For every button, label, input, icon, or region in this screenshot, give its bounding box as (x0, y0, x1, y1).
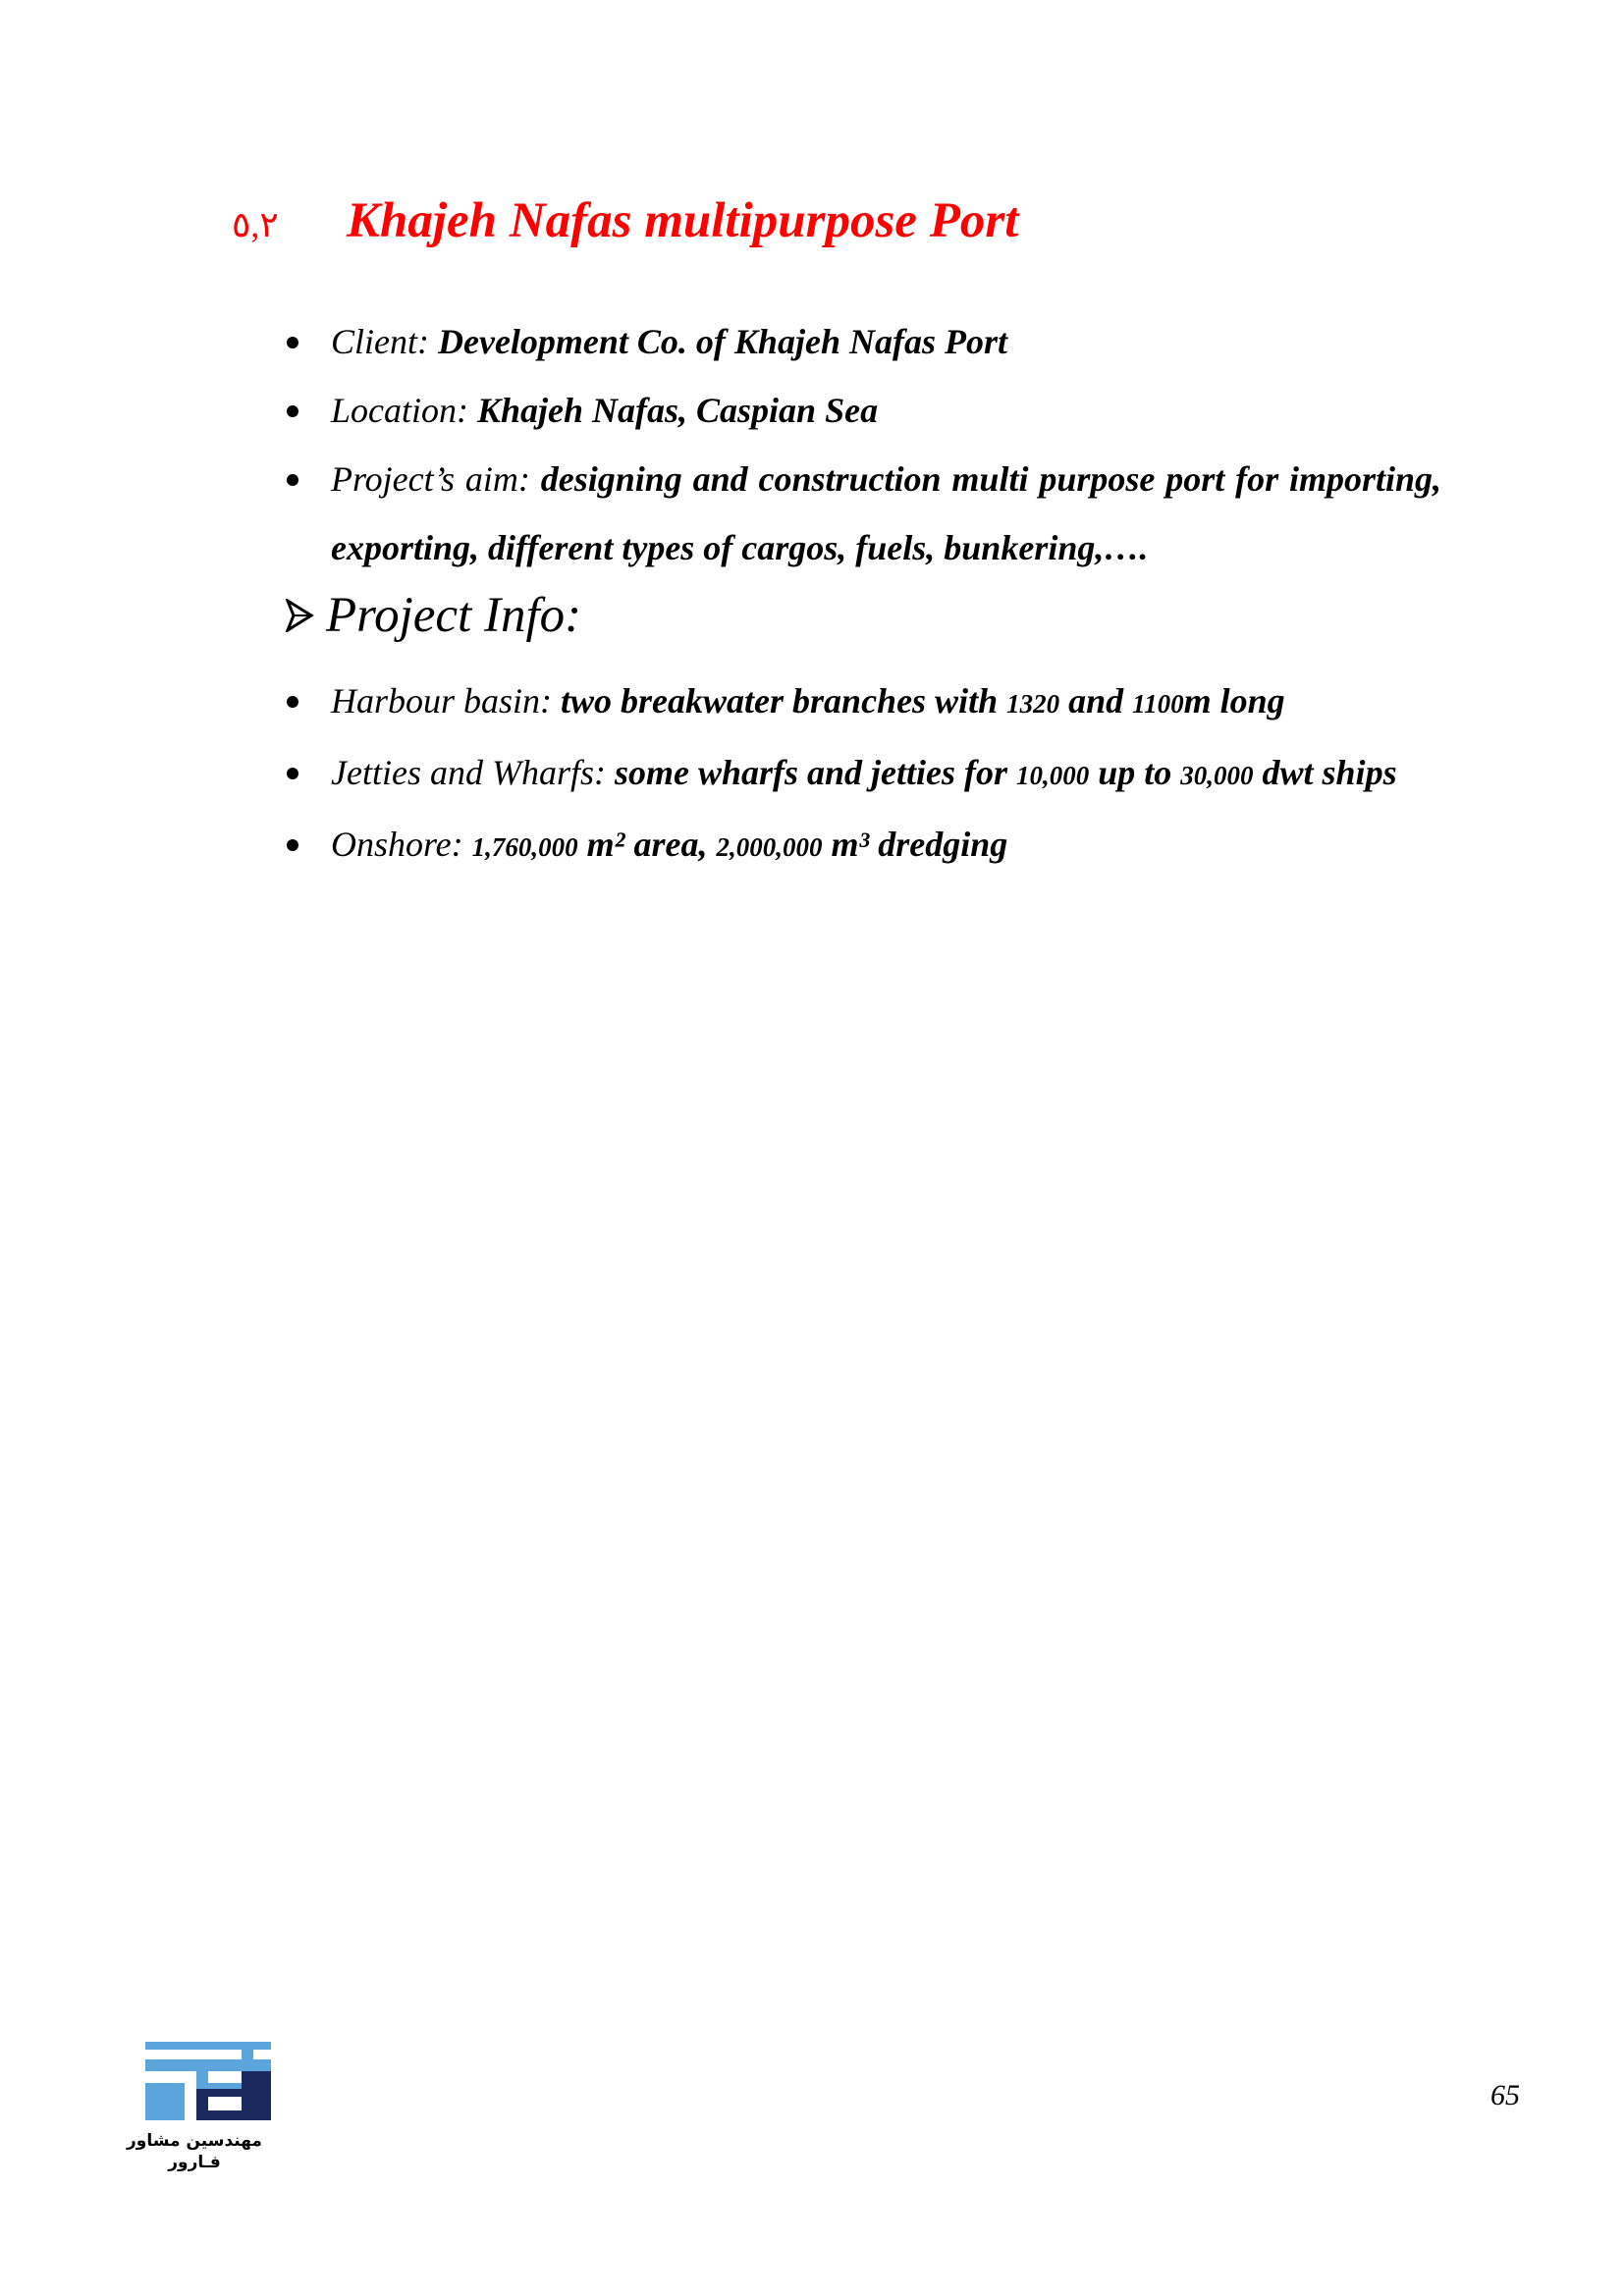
info-value: some wharfs and jetties for (614, 753, 1007, 792)
list-item (285, 307, 1441, 376)
detail-value: designing and construction multi purpose port for importing, exporting, different types of cargos, fuels, bunkering,…. (331, 459, 1441, 567)
bullet-dot-icon (287, 474, 298, 486)
detail-label: Client: (331, 322, 429, 361)
info-label: Harbour basin: (331, 681, 553, 721)
bullet-dot-icon (287, 696, 298, 708)
detail-label: Project’s aim: (331, 459, 530, 499)
info-number: 30,000 (1180, 761, 1254, 790)
list-item (285, 667, 1441, 738)
project-info-heading (285, 587, 581, 644)
section-number: ٥,٢ (232, 205, 279, 244)
page-number: 65 (1490, 2079, 1520, 2111)
list-item (285, 376, 1441, 445)
bullet-dot-icon (287, 337, 298, 348)
section-title: Khajeh Nafas multipurpose Port (347, 193, 1019, 248)
company-name (126, 2130, 263, 2173)
info-number: 2,000,000 (716, 832, 823, 862)
arrow-bullet-icon (285, 599, 314, 632)
details-list (285, 307, 1441, 582)
project-info-title: Project Info: (326, 588, 582, 643)
info-value: dwt ships (1262, 753, 1397, 792)
detail-value: Khajeh Nafas, Caspian Sea (477, 391, 879, 430)
list-item (285, 810, 1441, 881)
info-value: m³ dredging (831, 825, 1008, 864)
info-number: 1320 (1006, 689, 1060, 719)
info-number: 10,000 (1015, 761, 1090, 790)
info-value: up to (1098, 753, 1172, 792)
bullet-dot-icon (287, 405, 298, 417)
info-value: m long (1183, 681, 1285, 721)
info-value: m² area, (586, 825, 708, 864)
bullet-dot-icon (287, 839, 298, 851)
project-info-list (285, 667, 1441, 881)
list-item (285, 738, 1441, 810)
detail-value: Development Co. of Khajeh Nafas Port (437, 322, 1007, 361)
bullet-dot-icon (287, 768, 298, 779)
info-value: two breakwater branches with (561, 681, 999, 721)
company-name-line2: فـارور (168, 2153, 221, 2172)
info-number: 1,760,000 (471, 832, 578, 862)
info-number: 1100 (1132, 689, 1184, 719)
list-item (285, 445, 1441, 582)
info-label: Onshore: (331, 825, 463, 864)
company-name-line1: مهندسین مشاور (127, 2131, 262, 2151)
company-logo-icon (145, 2042, 271, 2120)
detail-label: Location: (331, 391, 468, 430)
info-value: and (1068, 681, 1124, 721)
info-label: Jetties and Wharfs: (331, 753, 606, 792)
